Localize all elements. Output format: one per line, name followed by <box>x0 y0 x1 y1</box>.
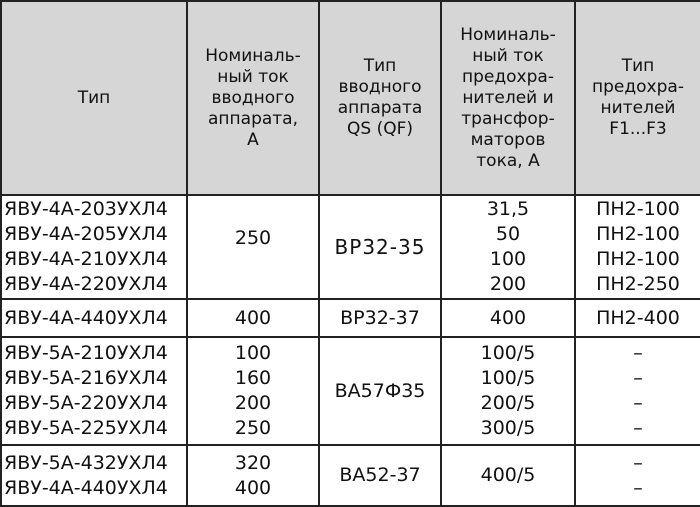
input-current-cell: 250 <box>187 195 319 299</box>
header-input-device: Тип вводного аппарата QS (QF) <box>319 1 441 195</box>
fuse-type-cell: – – – – <box>575 337 700 445</box>
input-device-cell: ВА52-37 <box>319 445 441 506</box>
input-device-cell: ВР32-37 <box>319 299 441 337</box>
fuse-current-cell: 400 <box>441 299 575 337</box>
fuse-type-cell: ПН2-400 <box>575 299 700 337</box>
header-fuse-current: Номиналь- ный ток предохра- нителей и трансфор- маторов тока, А <box>441 1 575 195</box>
fuse-type-cell: ПН2-100 ПН2-100 ПН2-100 ПН2-250 <box>575 195 700 299</box>
header-input-current: Номиналь- ный ток вводного аппарата, А <box>187 1 319 195</box>
type-cell: ЯВУ-4А-203УХЛ4 ЯВУ-4А-205УХЛ4 ЯВУ-4А-210УХЛ4 ЯВУ-4А-220УХЛ4 <box>1 195 187 299</box>
fuse-current-cell: 100/5 100/5 200/5 300/5 <box>441 337 575 445</box>
fuse-current-cell: 31,5 50 100 200 <box>441 195 575 299</box>
table-row <box>1 195 700 299</box>
type-cell: ЯВУ-5А-210УХЛ4 ЯВУ-5А-216УХЛ4 ЯВУ-5А-220УХЛ4 ЯВУ-5А-225УХЛ4 <box>1 337 187 445</box>
input-device-cell: ВР32-35 <box>319 195 441 299</box>
table-row <box>1 299 700 337</box>
fuse-type-cell: – – <box>575 445 700 506</box>
type-cell: ЯВУ-4А-440УХЛ4 <box>1 299 187 337</box>
input-current-cell: 320 400 <box>187 445 319 506</box>
fuse-current-cell: 400/5 <box>441 445 575 506</box>
input-device-cell: ВА57Ф35 <box>319 337 441 445</box>
header-fuse-type: Тип предохра- нителей F1...F3 <box>575 1 700 195</box>
input-current-cell: 400 <box>187 299 319 337</box>
table-row <box>1 337 700 445</box>
input-current-cell: 100 160 200 250 <box>187 337 319 445</box>
header-row <box>1 1 700 195</box>
header-type: Тип <box>1 1 187 195</box>
type-cell: ЯВУ-5А-432УХЛ4 ЯВУ-4А-440УХЛ4 <box>1 445 187 506</box>
table-row <box>1 445 700 506</box>
